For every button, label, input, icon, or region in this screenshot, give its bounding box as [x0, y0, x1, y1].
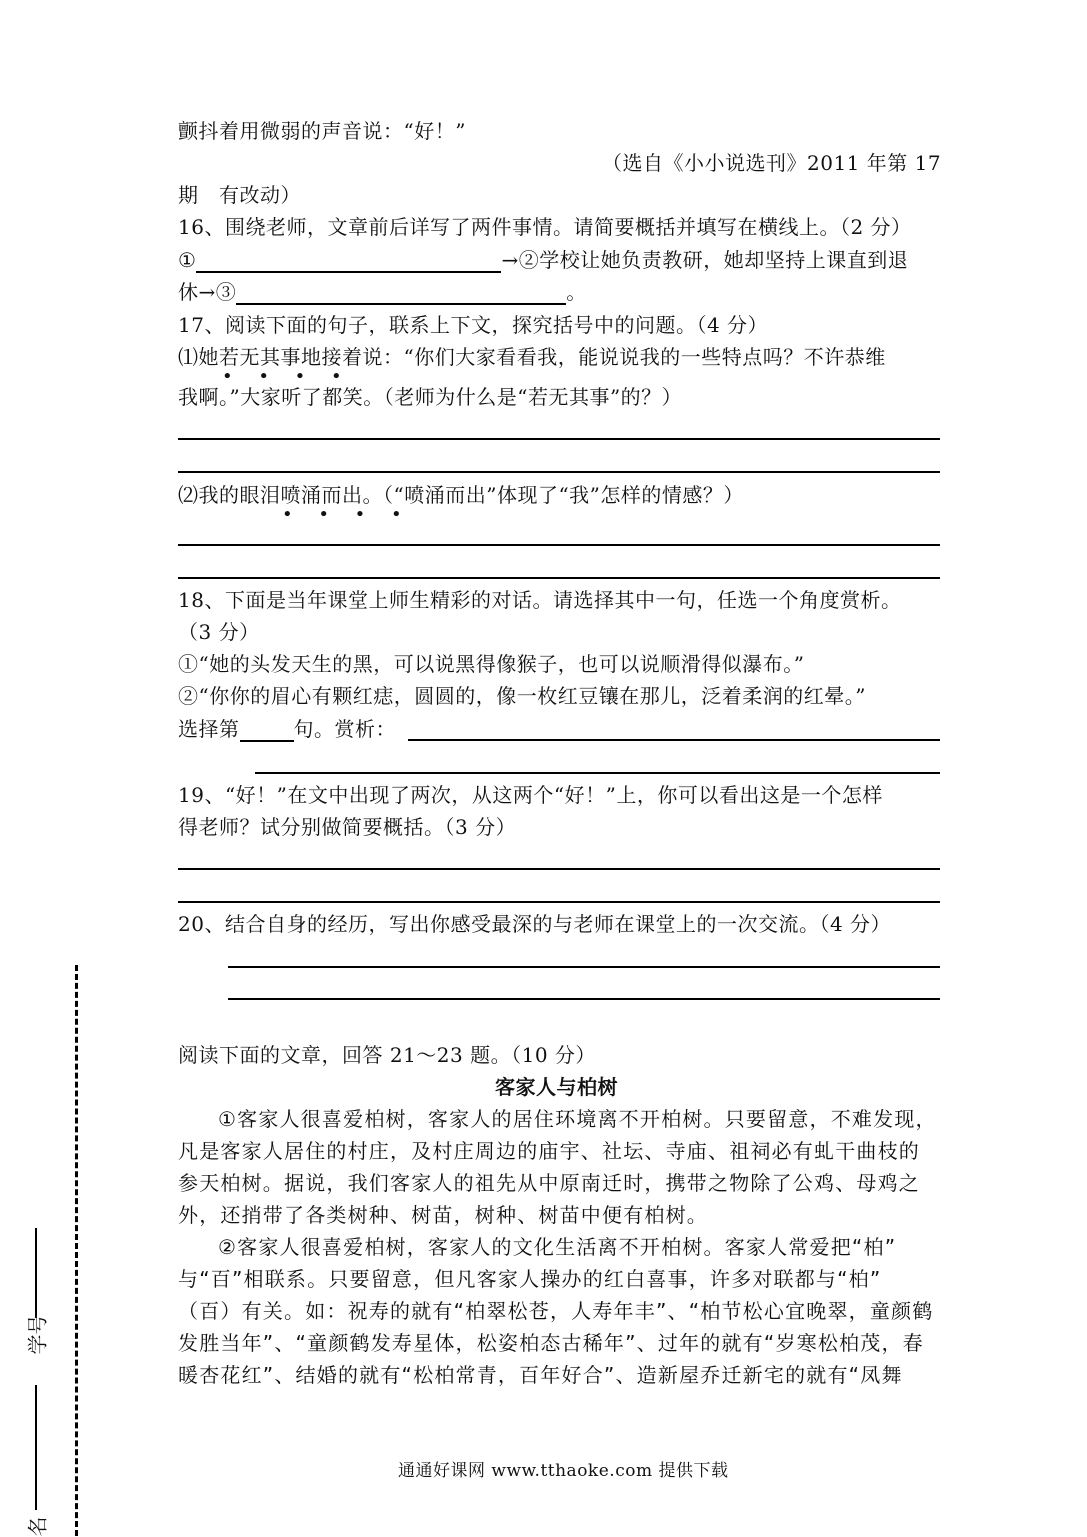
name-label: 名: [25, 1516, 50, 1537]
page-footer: 通通好课网 www.tthaoke.com 提供下载: [398, 1461, 729, 1481]
question-18-score: （3 分）: [178, 620, 260, 644]
answer-line[interactable]: [228, 966, 940, 968]
name-blank[interactable]: [35, 1385, 37, 1510]
question-17-1: ⑴她若无其事地接着说：“你们大家看看我，能说说我的一些特点吗？不许恭维: [178, 345, 886, 369]
paragraph-1-line: 参天柏树。据说，我们客家人的祖先从中原南迁时，携带之物除了公鸡、母鸡之: [178, 1171, 920, 1195]
answer-line[interactable]: [178, 577, 940, 579]
student-number-label: 学号: [25, 1314, 50, 1355]
question-19-cont: 得老师？试分别做简要概括。（3 分）: [178, 815, 517, 839]
question-16-line-a: [178, 247, 908, 273]
paragraph-1-line: 凡是客家人居住的村庄，及村庄周边的庙宇、社坛、寺庙、祖祠必有虬干曲枝的: [178, 1139, 920, 1163]
answer-line[interactable]: [178, 868, 940, 870]
question-17-1-cont: 我啊。”大家听了都笑。（老师为什么是“若无其事”的？）: [178, 385, 683, 409]
question-18-option-2: ②“你你的眉心有颗红痣，圆圆的，像一枚红豆镶在那儿，泛着柔润的红晕。”: [178, 684, 866, 708]
binding-line: [75, 965, 78, 1536]
question-17: 17、阅读下面的句子，联系上下文，探究括号中的问题。（4 分）: [178, 313, 769, 337]
paragraph-2-line: （百）有关。如：祝寿的就有“柏翠松苍，人寿年丰”、“柏节松心宜晚翠，童颜鹤: [178, 1299, 934, 1323]
label: 休→③: [178, 280, 237, 304]
question-19: 19、“好！”在文中出现了两次，从这两个“好！”上，你可以看出这是一个怎样: [178, 783, 883, 807]
answer-line[interactable]: [178, 438, 940, 440]
text-line: 颤抖着用微弱的声音说：“好！”: [178, 119, 466, 143]
question-18: 18、下面是当年课堂上师生精彩的对话。请选择其中一句，任选一个角度赏析。: [178, 588, 902, 612]
label: 选择第: [178, 717, 240, 741]
question-17-2: ⑵我的眼泪喷涌而出。（“喷涌而出”体现了“我”怎样的情感？）: [178, 483, 744, 507]
reading-intro: 阅读下面的文章，回答 21～23 题。（10 分）: [178, 1043, 596, 1067]
sentence-number-blank[interactable]: [240, 716, 294, 742]
paragraph-2-line: 暖杏花红”、结婚的就有“松柏常青，百年好合”、造新屋乔迁新宅的就有“凤舞: [178, 1363, 903, 1387]
label: →②学校让她负责教研，她却坚持上课直到退: [501, 248, 909, 272]
answer-line[interactable]: [178, 901, 940, 903]
question-20: 20、结合自身的经历，写出你感受最深的与老师在课堂上的一次交流。（4 分）: [178, 912, 892, 936]
paragraph-2-line: ②客家人很喜爱柏树，客家人的文化生活离不开柏树。客家人常爱把“柏”: [218, 1235, 897, 1259]
question-16: 16、围绕老师，文章前后详写了两件事情。请简要概括并填写在横线上。（2 分）: [178, 215, 912, 239]
answer-line[interactable]: [228, 998, 940, 1000]
paragraph-2-line: 与“百”相联系。只要留意，但凡客家人操办的红白喜事，许多对联都与“柏”: [178, 1267, 882, 1291]
question-18-choose: [178, 716, 396, 742]
question-16-line-b: [178, 279, 587, 305]
paragraph-1-line: ①客家人很喜爱柏树，客家人的居住环境离不开柏树。只要留意，不难发现，: [218, 1107, 937, 1131]
answer-blank[interactable]: [236, 279, 566, 305]
emphasis-dots: • • • •: [222, 366, 352, 387]
answer-line[interactable]: [408, 739, 940, 741]
question-18-option-1: ①“她的头发天生的黑，可以说黑得像猴子，也可以说顺滑得似瀑布。”: [178, 652, 805, 676]
answer-blank[interactable]: [196, 247, 501, 273]
answer-line[interactable]: [178, 544, 940, 546]
source-citation: （选自《小小说选刊》2011 年第 17: [602, 151, 942, 175]
label: 句。赏析：: [293, 717, 396, 741]
answer-line[interactable]: [255, 772, 940, 774]
student-number-blank[interactable]: [35, 1228, 37, 1318]
source-citation-cont: 期 有改动）: [178, 183, 301, 207]
article-title: 客家人与柏树: [495, 1075, 618, 1099]
answer-line[interactable]: [178, 471, 940, 473]
paragraph-2-line: 发胜当年”、“童颜鹤发寿星体，松姿柏态古稀年”、过年的就有“岁寒松柏茂，春: [178, 1331, 924, 1355]
label: 。: [566, 280, 587, 304]
emphasis-dots: • • • •: [282, 504, 412, 525]
label: ①: [178, 248, 197, 272]
paragraph-1-line: 外，还捎带了各类树种、树苗，树种、树苗中便有柏树。: [178, 1203, 708, 1227]
